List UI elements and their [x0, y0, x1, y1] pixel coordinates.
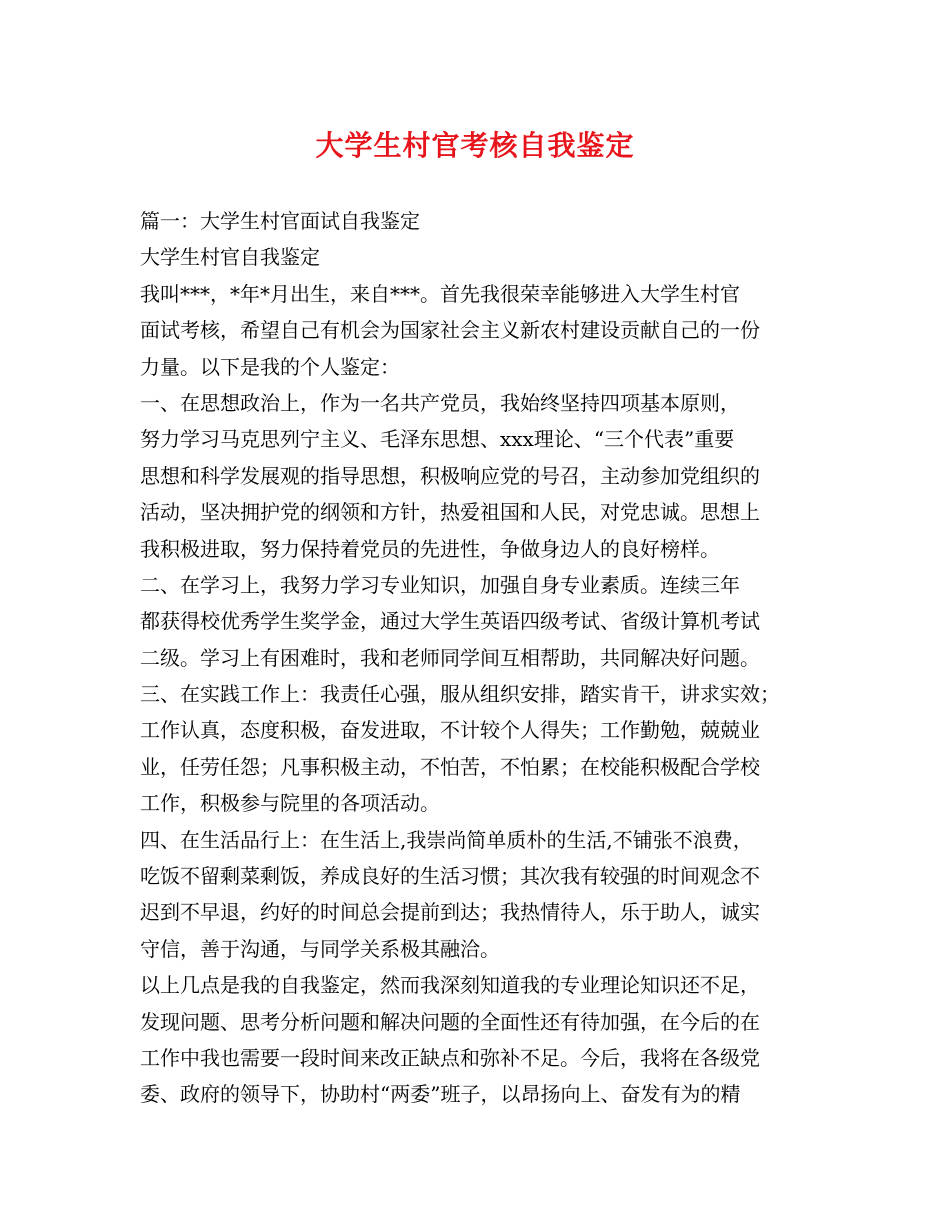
paragraph-line: 业，任劳任怨；凡事积极主动，不怕苦，不怕累；在校能积极配合学校 — [140, 754, 760, 779]
paragraph-line: 我叫***，*年*月出生，来自***。首先我很荣幸能够进入大学生村官 — [140, 281, 740, 306]
paragraph-line: 二级。学习上有困难时，我和老师同学间互相帮助，共同解决好问题。 — [140, 645, 760, 670]
paragraph-line: 守信，善于沟通，与同学关系极其融洽。 — [140, 936, 500, 961]
paragraph-line: 发现问题、思考分析问题和解决问题的全面性还有待加强，在今后的在 — [140, 1009, 760, 1034]
paragraph-line: 吃饭不留剩菜剩饭，养成良好的生活习惯；其次我有较强的时间观念不 — [140, 864, 760, 889]
paragraph-line: 力量。以下是我的个人鉴定： — [140, 354, 400, 379]
paragraph-line: 二、在学习上，我努力学习专业知识，加强自身专业素质。连续三年 — [140, 572, 740, 597]
document-title: 大学生村官考核自我鉴定 — [315, 129, 635, 162]
paragraph-line: 三、在实践工作上：我责任心强，服从组织安排，踏实肯干，讲求实效； — [140, 682, 780, 707]
paragraph-line: 思想和科学发展观的指导思想，积极响应党的号召，主动参加党组织的 — [140, 463, 760, 488]
paragraph-line: 委、政府的领导下，协助村“两委”班子，以昂扬向上、奋发有为的精 — [140, 1082, 741, 1107]
paragraph-line: 努力学习马克思列宁主义、毛泽东思想、xxx理论、“三个代表”重要 — [140, 427, 735, 452]
paragraph-line: 活动，坚决拥护党的纲领和方针，热爱祖国和人民，对党忠诚。思想上 — [140, 500, 760, 525]
paragraph-line: 以上几点是我的自我鉴定，然而我深刻知道我的专业理论知识还不足， — [140, 973, 760, 998]
paragraph-line: 工作中我也需要一段时间来改正缺点和弥补不足。今后，我将在各级党 — [140, 1045, 760, 1070]
document-body — [140, 203, 820, 1113]
paragraph-line: 一、在思想政治上，作为一名共产党员，我始终坚持四项基本原则， — [140, 390, 740, 415]
paragraph-line: 面试考核，希望自己有机会为国家社会主义新农村建设贡献自己的一份 — [140, 318, 760, 343]
paragraph-line: 工作认真，态度积极，奋发进取，不计较个人得失；工作勤勉，兢兢业 — [140, 718, 760, 743]
paragraph-line: 工作，积极参与院里的各项活动。 — [140, 791, 440, 816]
paragraph-line: 迟到不早退，约好的时间总会提前到达；我热情待人，乐于助人，诚实 — [140, 900, 760, 925]
paragraph-line: 大学生村官自我鉴定 — [140, 245, 320, 270]
paragraph-line: 四、在生活品行上：在生活上,我崇尚简单质朴的生活,不铺张不浪费， — [140, 827, 753, 852]
paragraph-line: 篇一：大学生村官面试自我鉴定 — [140, 209, 420, 233]
paragraph-line: 我积极进取，努力保持着党员的先进性，争做身边人的良好榜样。 — [140, 536, 720, 561]
paragraph-line: 都获得校优秀学生奖学金，通过大学生英语四级考试、省级计算机考试 — [140, 609, 760, 634]
